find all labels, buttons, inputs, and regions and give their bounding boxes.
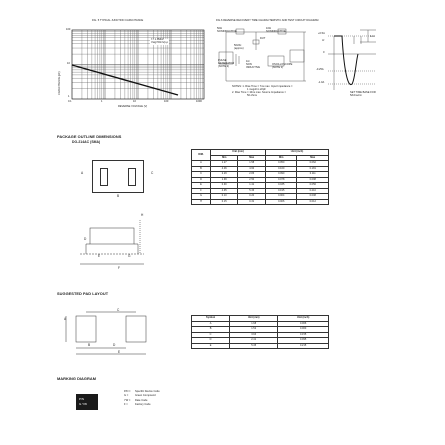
list-item: [124, 404, 160, 408]
table-header: Max: [238, 155, 266, 161]
table-cell: 0.050: [265, 161, 297, 167]
package-dim-label: E: [98, 254, 101, 258]
table-cell: 0.90: [211, 183, 238, 189]
table-cell: 2.29: [211, 172, 238, 178]
package-dim-label: H: [141, 213, 144, 217]
fig6-pulse-label: [218, 60, 234, 69]
table-cell: 0.060: [278, 327, 329, 333]
pad-dim-label: E: [118, 350, 121, 354]
table-header: DIM.: [192, 150, 211, 161]
table-cell: 1.99: [211, 177, 238, 183]
fig6-note: 1 megohm 22pF: [247, 87, 266, 91]
table-cell: 2.41: [230, 338, 278, 344]
table-cell: A: [192, 321, 230, 327]
fig5-plot: [58, 27, 208, 109]
table-cell: 0.066: [278, 321, 329, 327]
pad-dimension-table: [191, 315, 329, 349]
table-header: Min: [211, 155, 238, 161]
fig6-label: INDUCTIVE: [246, 65, 260, 69]
table-cell: 4.95: [211, 188, 238, 194]
table-cell: 0.215: [278, 343, 329, 349]
legend-desc: Date Code: [135, 398, 148, 402]
fig6-wave-label: +0.5A: [318, 32, 325, 35]
table-cell: 1.52: [230, 327, 278, 333]
fig6-label: (NOTE 2): [218, 64, 230, 68]
legend-desc: Specific Device Code: [135, 390, 160, 393]
table-cell: G: [192, 194, 211, 200]
table-cell: B: [192, 166, 211, 172]
table-cell: H: [192, 199, 211, 205]
fig6-mid-labels: [234, 45, 244, 51]
table-cell: 0.006: [265, 199, 297, 205]
package-title: PACKAGE OUTLINE DIMENSIONS: [57, 134, 122, 139]
table-cell: 4.60: [238, 166, 266, 172]
fig5-ylabel: CAPACITANCE (pF): [58, 71, 61, 95]
fig5-chart: [58, 27, 208, 109]
fig6-label: NON: [246, 62, 252, 66]
fig6-title: FIG.6 REVERSE RECOVERY TIME CHARACTERISTIC AND TEST CIRCUIT DIAGRAM: [216, 19, 319, 22]
table-row: [192, 343, 329, 349]
table-header: Unit (inch): [278, 316, 329, 322]
pad-dim-label: B: [88, 343, 91, 347]
table-header: Min: [265, 155, 297, 161]
pad-title: SUGGESTED PAD LAYOUT: [57, 291, 109, 296]
table-cell: 0.10: [211, 194, 238, 200]
fig6-1ohm-label: [246, 61, 260, 70]
pad-layout-drawing: [62, 310, 172, 360]
marking-legend: [124, 391, 160, 408]
table-cell: 2.83: [238, 172, 266, 178]
table-cell: 0.31: [238, 199, 266, 205]
pad-dim-label: A: [64, 317, 67, 321]
fig6-notes: [232, 86, 293, 97]
table-cell: E: [192, 183, 211, 189]
package-lead-left: [100, 168, 108, 186]
table-cell: 4.06: [211, 166, 238, 172]
fig6-label: (approx): [234, 46, 244, 50]
package-dim-label: D: [84, 237, 87, 241]
legend-code: P/N =: [124, 390, 131, 393]
table-cell: 0.035: [265, 183, 297, 189]
fig6-recovery-waveform: [334, 36, 358, 85]
fig6-wave-label: -0.25A: [316, 68, 324, 71]
fig6-dut-label: DUT: [260, 37, 266, 40]
fig6-left-labels: [266, 28, 286, 34]
fig6-wave-label: 1cm: [370, 35, 375, 38]
fig5-ytick: 1: [68, 95, 70, 98]
table-cell: 3.93: [230, 332, 278, 338]
fig6-label: (NOTE 1): [272, 65, 284, 69]
fig6-scope-label: [272, 64, 292, 70]
fig6-wave-label: SET TIME BASE FOR: [350, 91, 376, 94]
table-header: Unit (mm): [211, 150, 266, 156]
table-cell: 0.090: [265, 172, 297, 178]
fig5-xtick: 100: [164, 100, 169, 103]
table-header: Unit (inch): [265, 150, 328, 156]
pad-dim-label: D: [113, 343, 116, 347]
fig6-label: 50Ω: [217, 27, 222, 30]
table-cell: 1.41: [238, 183, 266, 189]
table-header: Max: [297, 155, 329, 161]
fig6-label: NONINDUCTIVE: [266, 29, 286, 33]
legend-desc: Green Compound: [135, 394, 156, 398]
fig5-ytick: 10: [67, 62, 70, 65]
table-cell: 1.58: [238, 161, 266, 167]
package-dimension-table: [191, 149, 329, 205]
fig6-label: 10Ω: [266, 27, 271, 30]
package-dim-label: F: [118, 266, 120, 270]
fig5-xtick: 1000: [196, 100, 202, 103]
table-cell: 0.098: [297, 177, 329, 183]
table-cell: 0.181: [297, 166, 329, 172]
legend-code: G =: [124, 394, 129, 398]
table-row: [192, 199, 329, 205]
fig6-timebase: [350, 92, 376, 98]
table-cell: 0.210: [297, 188, 329, 194]
fig6-note: NOTES: 1. Rise Time = 7ns max. Input Impedance =: [232, 85, 293, 88]
package-subtitle: DO-214AC (SMA): [72, 140, 101, 144]
table-header: Symbol: [192, 316, 230, 322]
legend-code: F =: [124, 402, 128, 406]
fig5-xtick: 1: [101, 100, 103, 103]
fig5-legend-line: f = 1.0MHz: [151, 38, 164, 41]
fig5-xtick: 10: [133, 100, 136, 103]
marking-title: MARKING DIAGRAM: [57, 376, 97, 381]
package-lead-right: [128, 168, 136, 186]
table-cell: 0.15: [211, 199, 238, 205]
table-cell: 0.012: [297, 199, 329, 205]
table-cell: 5.45: [230, 343, 278, 349]
table-cell: 0.004: [265, 194, 297, 200]
table-cell: 0.160: [265, 166, 297, 172]
table-cell: 5.33: [238, 188, 266, 194]
table-cell: D: [192, 338, 230, 344]
fig5-xlabel: REVERSE VOLTAGE (V): [118, 105, 148, 108]
legend-desc: Factory Code: [135, 402, 151, 406]
table-cell: 1.68: [230, 321, 278, 327]
pad-dim-label: C: [117, 308, 120, 312]
fig6-label: NONINDUCTIVE: [217, 29, 237, 33]
table-cell: 0.111: [297, 172, 329, 178]
table-cell: 0.062: [297, 161, 329, 167]
table-header: Unit (mm): [230, 316, 278, 322]
fig6-label: GENERATOR: [218, 61, 235, 65]
package-dim-label: G: [128, 254, 131, 258]
legend-code: YW =: [124, 398, 131, 402]
table-cell: C: [192, 332, 230, 338]
table-cell: A: [192, 161, 211, 167]
table-cell: 0.008: [297, 194, 329, 200]
table-cell: 0.056: [297, 183, 329, 189]
fig6-wave-label: 5/10ns/cm: [350, 93, 362, 97]
fig6-wave-label: 0: [323, 51, 325, 54]
table-cell: C: [192, 172, 211, 178]
table-cell: 0.195: [265, 188, 297, 194]
fig6-wave-label: -1.0A: [318, 81, 325, 84]
table-cell: D: [192, 177, 211, 183]
table-cell: 0.078: [265, 177, 297, 183]
package-dim-label: B: [117, 194, 120, 198]
table-cell: E: [192, 343, 230, 349]
table-cell: B: [192, 327, 230, 333]
fig6-label: OSCILLOSCOPE: [272, 63, 293, 66]
fig5-xtick: 0.1: [68, 100, 72, 103]
package-dim-label: C: [151, 171, 154, 175]
fig6-note: 2. Rise Time = 10ns max. Source Impedance =: [232, 90, 287, 94]
table-cell: 0.155: [278, 332, 329, 338]
chip-line: P/N: [79, 397, 85, 401]
chip-line: G YW: [79, 402, 87, 406]
marking-chip: [76, 394, 98, 410]
fig5-ytick: 100: [66, 28, 71, 31]
table-cell: 0.20: [238, 194, 266, 200]
fig6-label: 1Ω: [246, 60, 250, 63]
table-cell: 1.27: [211, 161, 238, 167]
fig6-label: PULSE: [218, 59, 227, 62]
fig6-label: 50Vdc: [234, 44, 242, 47]
fig5-legend: [150, 39, 169, 45]
fig6-trr-label: trr: [322, 39, 325, 42]
table-cell: 0.095: [278, 338, 329, 344]
table-cell: F: [192, 188, 211, 194]
fig5-legend-line: Vsig=50mVp-p: [151, 40, 169, 44]
table-cell: 2.50: [238, 177, 266, 183]
fig6-note: 50 ohms: [247, 93, 257, 97]
fig5-title: FIG. 5 TYPICAL JUNCTION CAPACITANCE: [92, 19, 144, 22]
package-side-view: [80, 210, 170, 270]
package-dim-label: A: [81, 171, 84, 175]
fig6-left-labels: [217, 28, 237, 34]
